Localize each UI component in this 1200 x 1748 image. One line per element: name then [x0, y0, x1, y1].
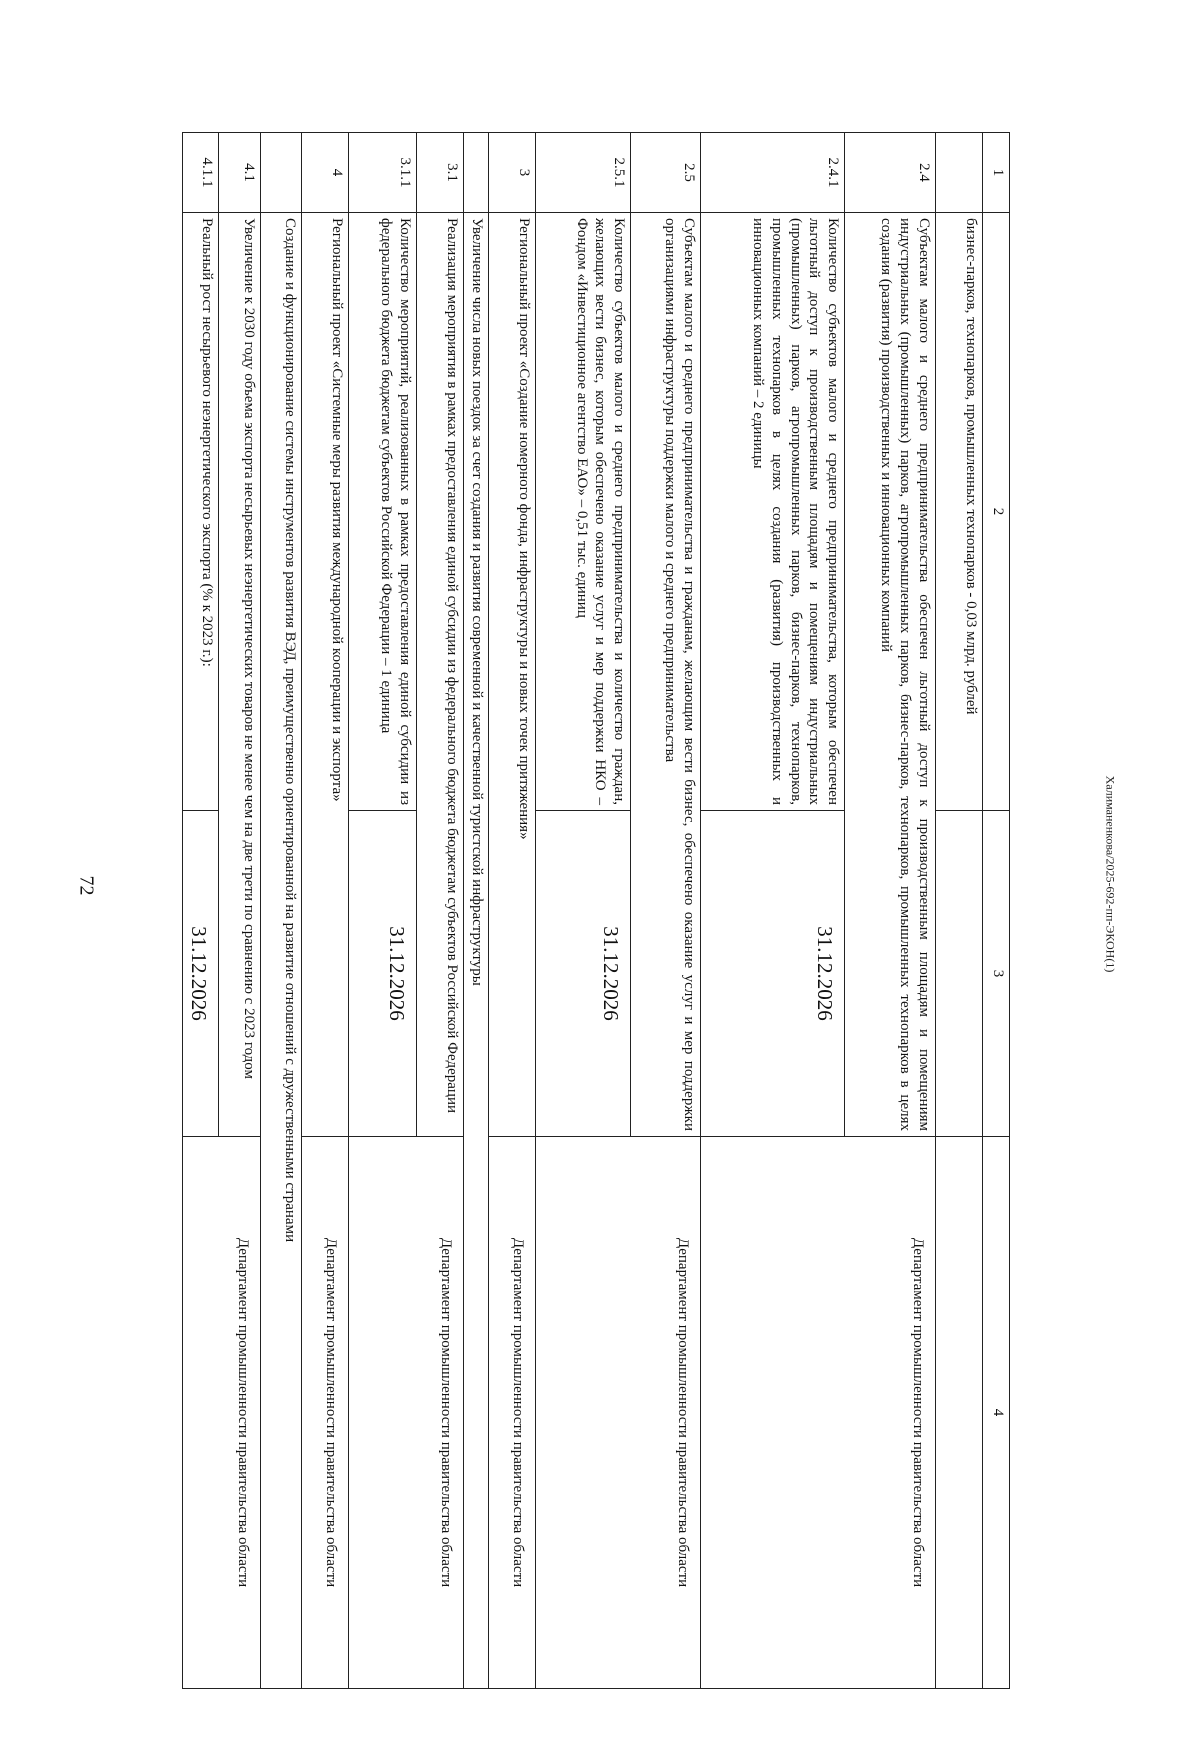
row-number	[260, 133, 301, 213]
row-description: Региональный проект «Системные меры развития международной кооперации и экспорта»	[301, 213, 348, 1137]
row-number: 3.1	[416, 133, 463, 213]
row-number: 3	[488, 133, 535, 213]
row-department	[935, 1137, 982, 1689]
table-row	[845, 133, 936, 1689]
row-department: Департамент промышленности правительства области	[536, 1137, 701, 1689]
row-number: 2.5.1	[536, 133, 631, 213]
table-row	[935, 133, 982, 1689]
page-number: 72	[75, 875, 98, 896]
row-description: Количество мероприятий, реализованных в рамках предоставления единой субсидии из федерального бюджета бюджетам субъектов Российской Федерации – 1 единица	[349, 213, 417, 811]
row-number: 2.5	[631, 133, 701, 213]
row-number	[464, 133, 489, 213]
column-number-3: 3	[983, 811, 1010, 1137]
row-description: Создание и функционирование системы инструментов развития ВЭД, преимущественно ориентированной на развитие отношений с дружественными странами	[260, 213, 301, 1689]
document-footer-code: Халиманенкова/2025-692-пп-ЭКОН(1)	[1103, 775, 1118, 973]
row-number: 4.1.1	[183, 133, 219, 213]
row-date: 31.12.2026	[701, 811, 845, 1137]
row-number: 4	[301, 133, 348, 213]
row-description: Субъектам малого и среднего предпринимательства обеспечен льготный доступ к производственным площадям и помещениям индустриальных (промышленных) парков, агропромышленных парков, бизнес-парков, технопарков, промышленных технопарков в целях создания (развития) производственных и инновационных компаний	[845, 213, 936, 1137]
table-row	[219, 133, 260, 1689]
column-number-2: 2	[983, 213, 1010, 811]
row-department: Департамент промышленности правительства области	[701, 1137, 936, 1689]
row-description: Региональный проект «Создание номерного фонда, инфраструктуры и новых точек притяжения»	[488, 213, 535, 1137]
table-row	[488, 133, 535, 1689]
row-date: 31.12.2026	[349, 811, 417, 1137]
column-number-4: 4	[983, 1137, 1010, 1689]
row-number: 2.4	[845, 133, 936, 213]
rotated-table-sheet	[182, 132, 1010, 1688]
row-number: 3.1.1	[349, 133, 417, 213]
row-description: бизнес-парков, технопарков, промышленных технопарков - 0,03 млрд. рублей	[935, 213, 982, 811]
table-row	[416, 133, 463, 1689]
row-date: 31.12.2026	[183, 811, 219, 1137]
row-description: Увеличение числа новых поездок за счет создания и развития современной и качественной туристской инфраструктуры	[464, 213, 489, 1689]
plan-table	[182, 132, 1010, 1689]
table-row	[464, 133, 489, 1689]
row-description: Увеличение к 2030 году объема экспорта несырьевых неэнергетических товаров не менее чем на две трети по сравнению с 2023 годом	[219, 213, 260, 1137]
table-row	[260, 133, 301, 1689]
column-number-header-row	[983, 133, 1010, 1689]
row-department: Департамент промышленности правительства области	[349, 1137, 464, 1689]
row-number: 4.1	[219, 133, 260, 213]
row-description: Количество субъектов малого и среднего предпринимательства и количество граждан, желающих вести бизнес, которым обеспечено оказание услуг и мер поддержки НКО – Фондом «Инвестиционное агентство ЕАО» – 0,51 тыс. единиц	[536, 213, 631, 811]
row-number: 2.4.1	[701, 133, 845, 213]
row-description: Реальный рост несырьевого неэнергетического экспорта (% к 2023 г.):	[183, 213, 219, 811]
row-date	[935, 811, 982, 1137]
row-date: 31.12.2026	[536, 811, 631, 1137]
row-department: Департамент промышленности правительства области	[488, 1137, 535, 1689]
row-description: Реализация мероприятия в рамках предоставления единой субсидии из федерального бюджета бюджетам субъектов Российской Федерации	[416, 213, 463, 1137]
row-number	[935, 133, 982, 213]
row-description: Субъектам малого и среднего предпринимательства и гражданам, желающим вести бизнес, обеспечено оказание услуг и мер поддержки организациями инфраструктуры поддержки малого и среднего предпринимательства	[631, 213, 701, 1137]
row-department: Департамент промышленности правительства области	[183, 1137, 261, 1689]
row-department: Департамент промышленности правительства области	[301, 1137, 348, 1689]
column-number-1: 1	[983, 133, 1010, 213]
table-row	[631, 133, 701, 1689]
row-description: Количество субъектов малого и среднего предпринимательства, которым обеспечен льготный доступ к производственным площадям и помещениям индустриальных (промышленных) парков, агропромышленных парков, бизнес-парков, технопарков, промышленных технопарков в целях создания (развития) производственных и инновационных компаний – 2 единицы	[701, 213, 845, 811]
table-row	[301, 133, 348, 1689]
